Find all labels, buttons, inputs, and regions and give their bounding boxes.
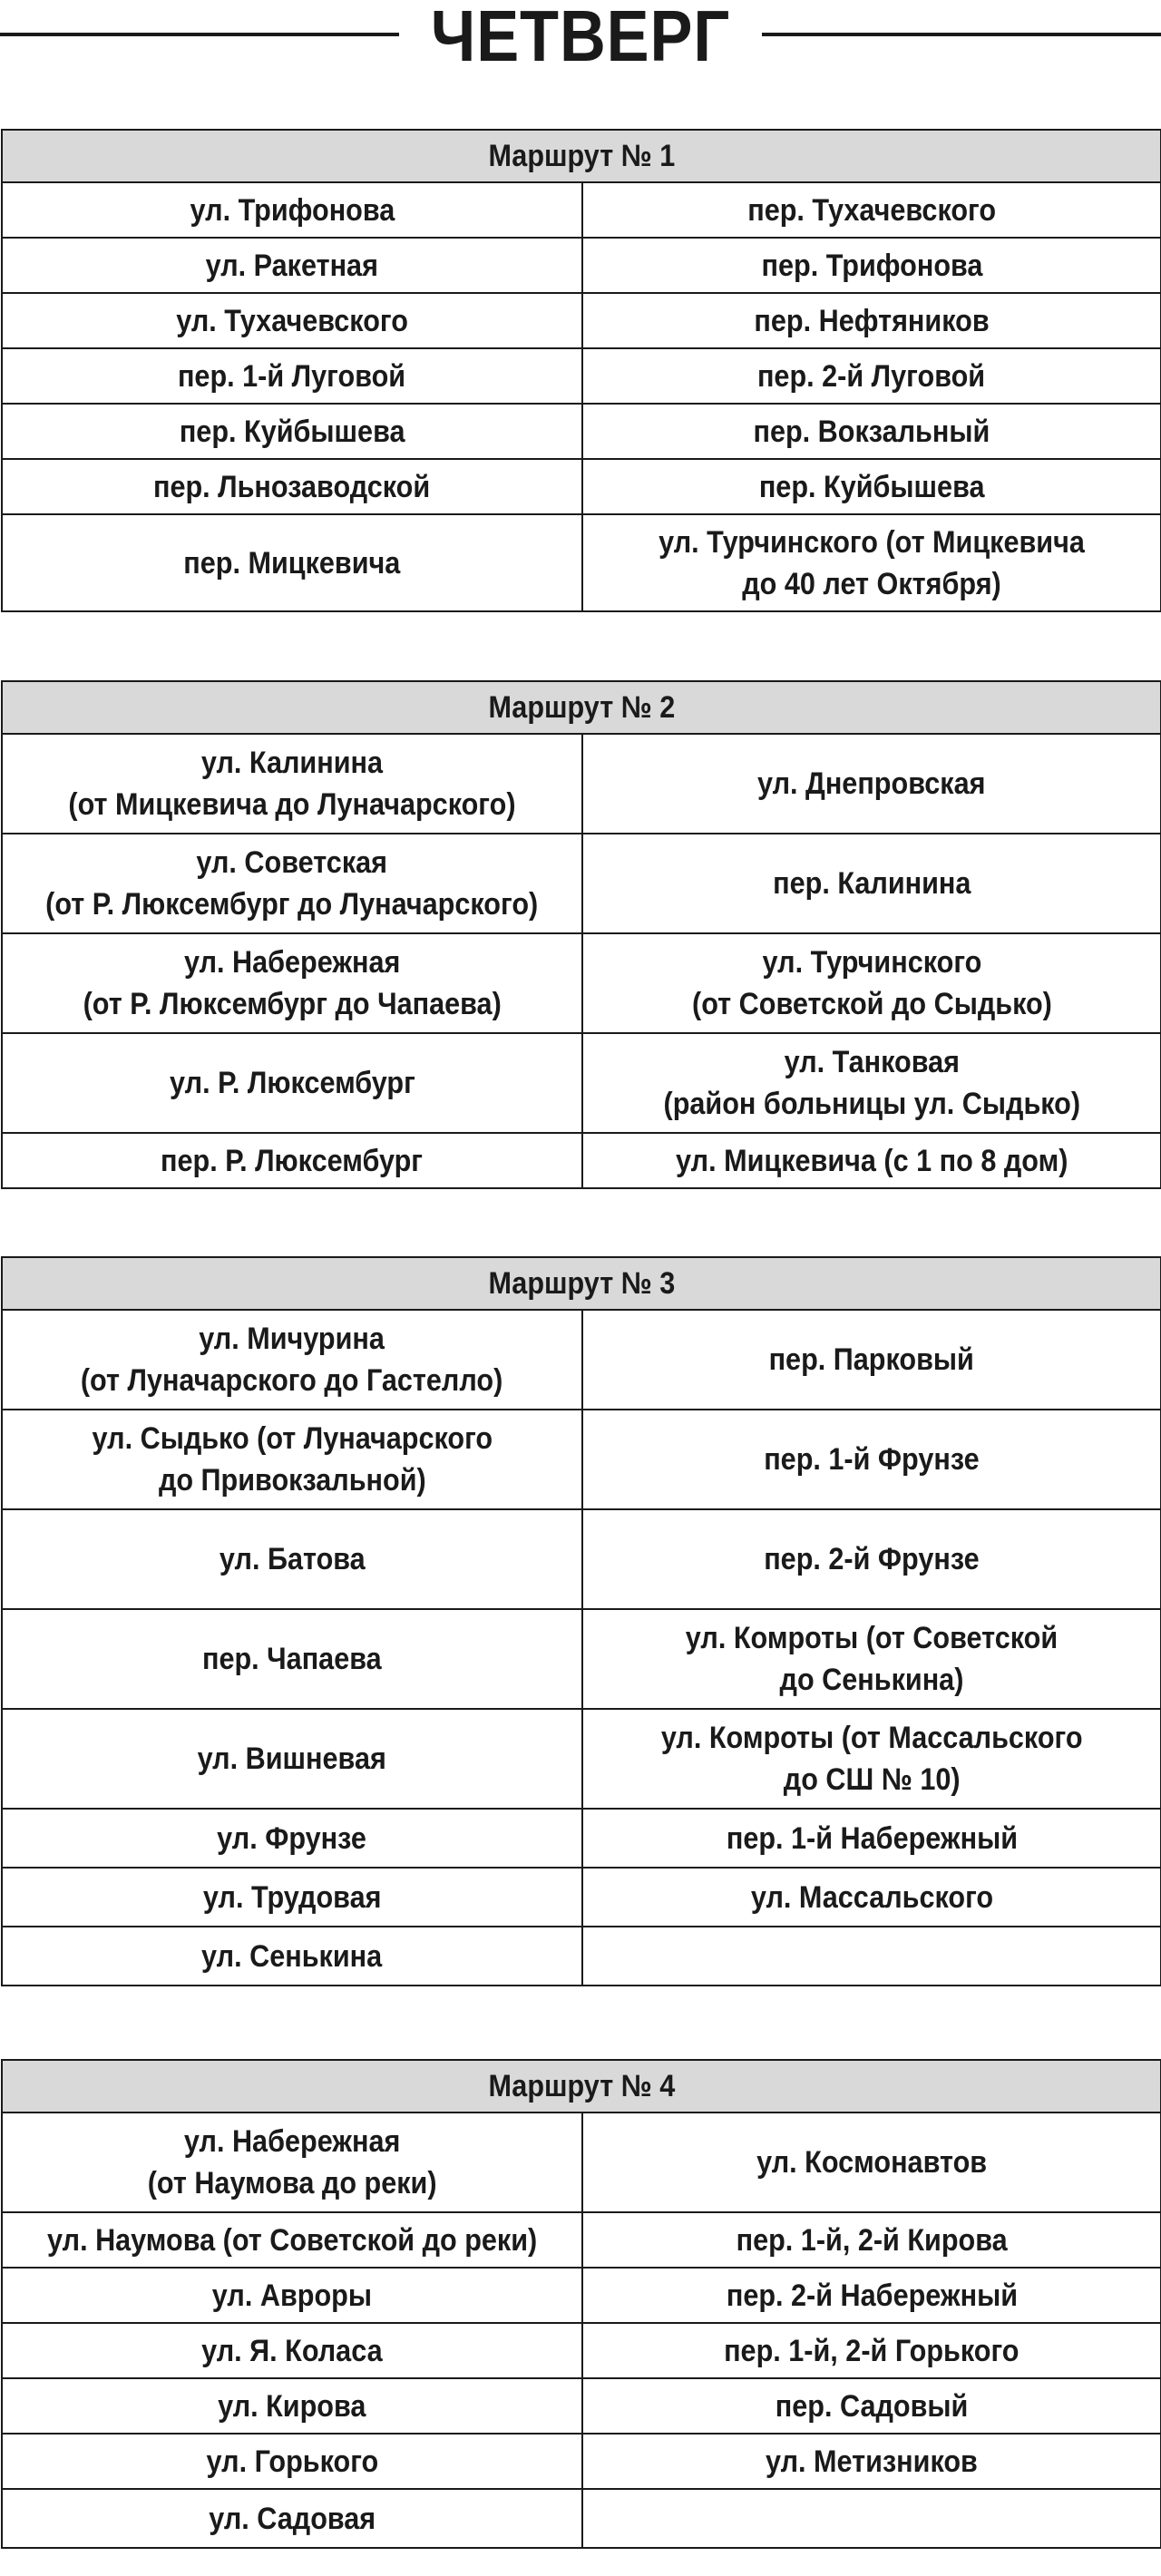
table-row xyxy=(2,2212,1161,2268)
street-cell-right xyxy=(582,1609,1161,1709)
street-name: ул. Космонавтов xyxy=(756,2145,987,2180)
table-row xyxy=(2,1310,1161,1410)
street-name: ул. Турчинского (от Советской до Сыдько) xyxy=(691,945,1052,1021)
street-name: ул. Танковая (район больницы ул. Сыдько) xyxy=(663,1045,1080,1121)
street-name: ул. Комроты (от Массальского до СШ № 10) xyxy=(660,1721,1083,1797)
street-name: пер. Чапаева xyxy=(202,1642,382,1676)
street-name: ул. Фрунзе xyxy=(217,1820,367,1856)
street-cell-left xyxy=(2,2489,582,2548)
route-header-row xyxy=(2,681,1161,734)
street-name: пер. 2-й Набережный xyxy=(726,2278,1018,2313)
table-row xyxy=(2,459,1161,514)
street-cell-right xyxy=(582,514,1161,611)
table-row xyxy=(2,238,1161,293)
street-cell-left xyxy=(2,1709,582,1809)
table-row xyxy=(2,2378,1161,2434)
street-name: пер. Вокзальный xyxy=(753,414,990,449)
street-name: пер. 1-й, 2-й Кирова xyxy=(736,2222,1008,2258)
route-title xyxy=(2,130,1161,182)
route-table xyxy=(1,129,1161,612)
street-name: пер. 1-й Фрунзе xyxy=(764,1442,980,1477)
table-row xyxy=(2,514,1161,611)
street-cell-right xyxy=(582,2378,1161,2434)
table-row xyxy=(2,293,1161,348)
route-title-label: Маршрут № 2 xyxy=(488,690,675,725)
street-cell-right xyxy=(582,2212,1161,2268)
page-title: ЧЕТВЕРГ xyxy=(430,0,731,76)
street-name: пер. 1-й, 2-й Горького xyxy=(724,2333,1020,2368)
street-cell-right xyxy=(582,182,1161,238)
route-title-label: Маршрут № 4 xyxy=(488,2069,675,2103)
street-cell-left xyxy=(2,1410,582,1509)
table-row xyxy=(2,2113,1161,2212)
street-name: ул. Горького xyxy=(206,2444,378,2479)
route-title xyxy=(2,681,1161,734)
street-cell-left xyxy=(2,238,582,293)
table-row xyxy=(2,2489,1161,2548)
street-cell-left xyxy=(2,2268,582,2323)
table-row xyxy=(2,348,1161,404)
street-name: пер. Садовый xyxy=(775,2388,969,2424)
street-name: ул. Тухачевского xyxy=(176,303,408,338)
street-cell-right xyxy=(582,834,1161,933)
street-cell-right xyxy=(582,1310,1161,1410)
table-row xyxy=(2,404,1161,459)
street-cell-left xyxy=(2,834,582,933)
street-cell-right xyxy=(582,1509,1161,1609)
street-name: ул. Трудовая xyxy=(202,1879,382,1915)
table-row xyxy=(2,182,1161,238)
street-cell-left xyxy=(2,404,582,459)
street-cell-left xyxy=(2,2378,582,2434)
route-title-label: Маршрут № 3 xyxy=(488,1266,675,1301)
street-cell-right xyxy=(582,2323,1161,2378)
street-cell-left xyxy=(2,2212,582,2268)
street-name: пер. Нефтяников xyxy=(754,303,990,338)
street-cell-left xyxy=(2,1927,582,1986)
street-cell-right xyxy=(582,2113,1161,2212)
table-row xyxy=(2,1927,1161,1986)
street-name: пер. Куйбышева xyxy=(758,469,985,504)
route-table xyxy=(1,680,1161,1189)
street-name: пер. Калинина xyxy=(772,866,971,901)
street-name: ул. Мицкевича (с 1 по 8 дом) xyxy=(675,1143,1068,1178)
street-name: пер. 2-й Фрунзе xyxy=(764,1542,980,1576)
street-cell-left xyxy=(2,1033,582,1133)
street-cell-right xyxy=(582,1927,1161,1986)
street-cell-right xyxy=(582,734,1161,834)
street-name: ул. Комроты (от Советской до Сенькина) xyxy=(685,1621,1059,1697)
street-name: ул. Трифонова xyxy=(190,192,395,228)
street-name: ул. Мичурина (от Луначарского до Гастелло) xyxy=(81,1322,503,1398)
table-row xyxy=(2,1033,1161,1133)
street-cell-left xyxy=(2,1133,582,1188)
street-name: ул. Калинина (от Мицкевича до Луначарского) xyxy=(68,746,516,822)
street-name: пер. Куйбышева xyxy=(179,414,405,449)
street-cell-left xyxy=(2,1609,582,1709)
route-header-row xyxy=(2,1257,1161,1310)
table-row xyxy=(2,933,1161,1033)
street-name: ул. Набережная (от Р. Люксембург до Чапаева) xyxy=(83,945,502,1021)
street-name: пер. Р. Люксембург xyxy=(161,1143,424,1178)
table-row xyxy=(2,1509,1161,1609)
street-cell-right xyxy=(582,2434,1161,2489)
street-name: пер. 1-й Набережный xyxy=(726,1820,1018,1856)
route-title xyxy=(2,2060,1161,2113)
street-name: ул. Турчинского (от Мицкевича до 40 лет Октября) xyxy=(659,524,1085,601)
street-cell-left xyxy=(2,933,582,1033)
street-name: ул. Авроры xyxy=(211,2278,373,2313)
table-row xyxy=(2,2323,1161,2378)
street-cell-left xyxy=(2,1809,582,1868)
table-row xyxy=(2,1868,1161,1927)
table-row xyxy=(2,1410,1161,1509)
street-name: ул. Ракетная xyxy=(205,248,379,283)
route-table xyxy=(1,1256,1161,1986)
table-row xyxy=(2,834,1161,933)
street-cell-right xyxy=(582,1133,1161,1188)
street-name: пер. Льнозаводской xyxy=(153,469,431,504)
street-name: ул. Р. Люксембург xyxy=(169,1066,415,1100)
street-cell-left xyxy=(2,734,582,834)
street-cell-left xyxy=(2,348,582,404)
street-name: ул. Сенькина xyxy=(201,1938,383,1974)
street-cell-right xyxy=(582,1410,1161,1509)
street-name: ул. Советская (от Р. Люксембург до Луначарского) xyxy=(45,845,539,922)
street-cell-left xyxy=(2,293,582,348)
street-name: ул. Массальского xyxy=(750,1879,993,1915)
street-cell-right xyxy=(582,459,1161,514)
street-name: ул. Батова xyxy=(219,1542,366,1576)
street-name: ул. Метизников xyxy=(766,2444,978,2479)
street-cell-right xyxy=(582,348,1161,404)
street-name: пер. Парковый xyxy=(768,1342,975,1377)
street-name: пер. Трифонова xyxy=(761,248,982,283)
street-cell-left xyxy=(2,514,582,611)
street-name: ул. Кирова xyxy=(218,2388,366,2424)
table-row xyxy=(2,2434,1161,2489)
street-name: ул. Садовая xyxy=(209,2501,376,2536)
table-row xyxy=(2,1609,1161,1709)
route-header-row xyxy=(2,130,1161,182)
route-header-row xyxy=(2,2060,1161,2113)
route-table xyxy=(1,2059,1161,2549)
street-cell-right xyxy=(582,1709,1161,1809)
street-name: пер. Тухачевского xyxy=(747,192,996,228)
street-cell-right xyxy=(582,2489,1161,2548)
street-cell-left xyxy=(2,459,582,514)
street-name: пер. Мицкевича xyxy=(183,545,401,581)
header-rule-right xyxy=(762,33,1161,36)
street-name: ул. Наумова (от Советской до реки) xyxy=(46,2222,538,2258)
street-cell-left xyxy=(2,182,582,238)
street-cell-left xyxy=(2,2323,582,2378)
table-row xyxy=(2,2268,1161,2323)
street-cell-left xyxy=(2,1868,582,1927)
street-cell-right xyxy=(582,933,1161,1033)
street-cell-left xyxy=(2,1509,582,1609)
route-title-label: Маршрут № 1 xyxy=(488,139,675,173)
street-name: ул. Набережная (от Наумова до реки) xyxy=(147,2124,437,2200)
street-name: ул. Я. Коласа xyxy=(201,2333,383,2368)
street-cell-right xyxy=(582,404,1161,459)
street-cell-left xyxy=(2,2434,582,2489)
street-cell-right xyxy=(582,1809,1161,1868)
street-cell-right xyxy=(582,1033,1161,1133)
table-row xyxy=(2,1133,1161,1188)
table-row xyxy=(2,1709,1161,1809)
street-name: ул. Вишневая xyxy=(197,1742,387,1776)
street-name: ул. Сыдько (от Луначарского до Привокзальной) xyxy=(92,1421,493,1498)
street-cell-right xyxy=(582,293,1161,348)
table-row xyxy=(2,734,1161,834)
street-cell-left xyxy=(2,2113,582,2212)
street-name: пер. 2-й Луговой xyxy=(757,358,986,394)
street-name: пер. 1-й Луговой xyxy=(178,358,406,394)
street-name: ул. Днепровская xyxy=(757,766,986,801)
street-cell-right xyxy=(582,2268,1161,2323)
header-rule-left xyxy=(0,33,399,36)
route-title xyxy=(2,1257,1161,1310)
street-cell-right xyxy=(582,1868,1161,1927)
page-header xyxy=(0,0,1161,91)
street-cell-right xyxy=(582,238,1161,293)
street-cell-left xyxy=(2,1310,582,1410)
table-row xyxy=(2,1809,1161,1868)
